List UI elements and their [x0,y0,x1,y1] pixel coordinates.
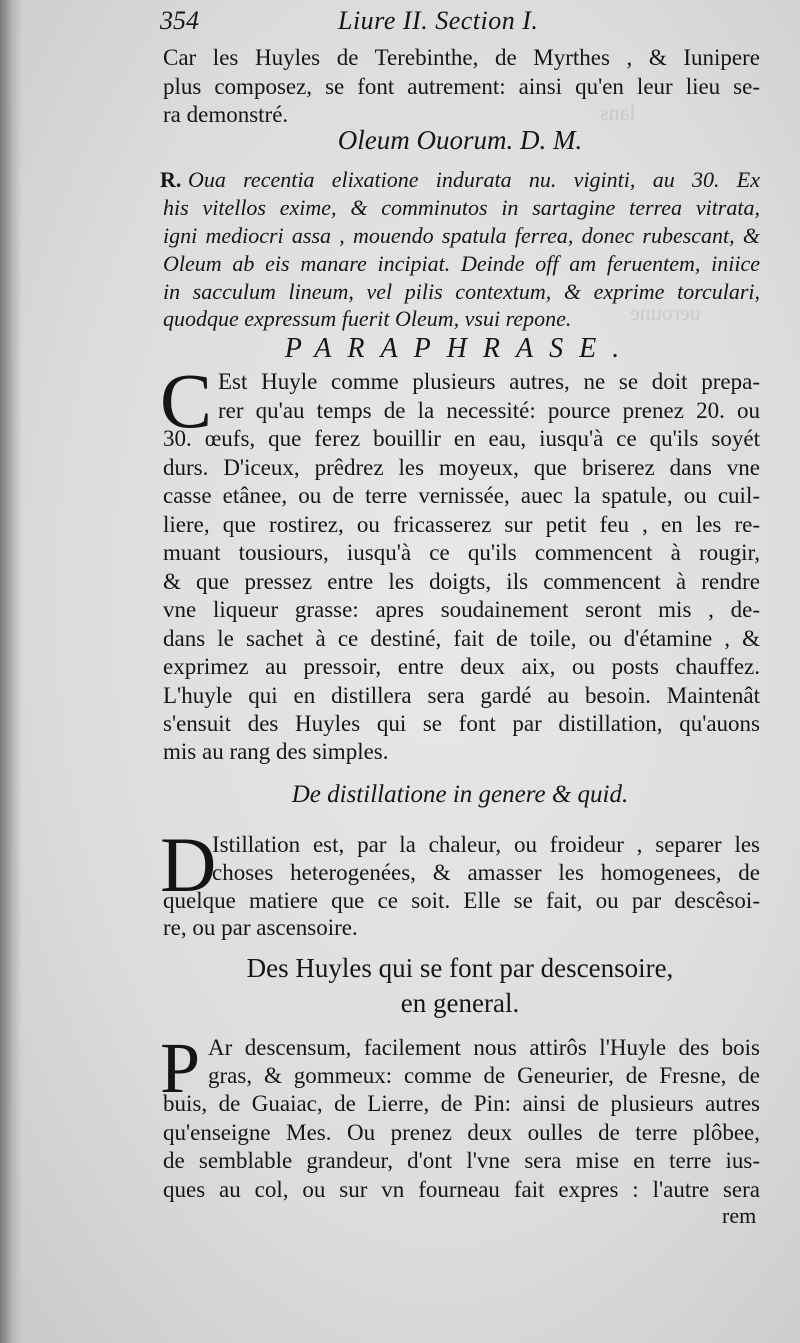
text-line: quelque matiere que ce soit. Elle se fait, ou par descêsoi- [163,888,760,913]
text-line: buis, de Guaiac, de Lierre, de Pin: ainsi de plusieurs autres [163,1091,760,1116]
descensoire-title-line: Des Huyles qui se font par descensoire, [246,953,674,983]
show-through-text: ueroune [630,300,701,325]
text-line: re, ou par ascensoire. [163,915,358,940]
text-line: L'huyle qui en distillera sera gardé au besoin. Maintenât [163,683,760,708]
text-line: Car les Huyles de Terebinthe, de Myrthes , & Iunipere [163,45,760,70]
text-line: muant tousiours, iusqu'à ce qu'ils commencent à rougir, [163,540,760,565]
recipe-line: igni mediocri assa , mouendo spatula ferrea, donec rubescant, & [163,223,760,248]
text-line: de semblable grandeur, d'ont l'vne sera mise en terre ius- [163,1148,760,1173]
recipe-line: quodque expressum fuerit Oleum, vsui repone. [163,306,572,331]
show-through-text: lans [600,100,636,125]
text-line: rer qu'au temps de la necessité: pource prenez 20. ou [218,398,760,423]
distillation-title: De distillatione in genere & quid. [291,781,629,808]
text-line: s'ensuit des Huyles qui se font par distillation, qu'auons [163,711,760,736]
text-line: ra demonstré. [163,102,289,127]
text-line: casse etânee, ou de terre vernissée, auec la spatule, ou cuil- [163,483,760,508]
drop-capital: P [160,1028,201,1108]
recipe-line: his vitellos exime, & comminutos in sartagine terrea vitrata, [163,195,760,220]
text-line: durs. D'iceux, prêdrez les moyeux, que briserez dans vne [163,455,760,480]
drop-capital: D [160,821,217,908]
drop-capital: C [160,357,213,444]
text-line: ques au col, ou sur vn fourneau fait expres : l'autre sera [163,1177,760,1202]
text-line: plus composez, se font autrement: ainsi qu'en leur lieu se- [163,74,760,99]
page-number: 354 [160,6,199,35]
recipe-line: Oleum ab eis manare incipiat. Deinde off am feruentem, iniice [163,251,760,276]
paraphrase-title: PARAPHRASE. [284,333,636,364]
text-line: vne liqueur grasse: apres soudainement seront mis , de- [163,597,760,622]
text-line: mis au rang des simples. [163,739,389,764]
page-header [160,4,760,44]
recipe-line: Oua recentia elixatione indurata nu. viginti, au 30. Ex [188,167,760,192]
text-line: choses heterogenées, & amasser les homogenees, de [212,860,760,885]
text-line: dans le sachet à ce destiné, fait de toile, ou d'étamine , & [163,626,760,651]
text-line: Ar descensum, facilement nous attirôs l'Huyle des bois [208,1035,760,1060]
book-spine-shadow [0,0,22,1343]
running-head: Liure II. Section I. [338,6,539,35]
text-line: & que pressez entre les doigts, ils commencent à rendre [163,569,760,594]
text-line: Istillation est, par la chaleur, ou froideur , separer les [212,832,760,857]
text-line: exprimez au pressoir, entre deux aix, ou posts chauffez. [163,654,760,679]
text-line: Est Huyle comme plusieurs autres, ne se doit prepa- [218,369,760,394]
recipe-symbol: R. [160,167,182,192]
text-line: qu'enseigne Mes. Ou prenez deux oulles de terre plôbee, [163,1120,760,1145]
catchword: rem [722,1203,757,1228]
recipe-line: in sacculum lineum, vel pilis contextum, & exprime torculari, [163,279,760,304]
text-line: liere, que rostirez, ou fricasserez sur petit feu , en les re- [163,512,760,537]
text-line: gras, & gommeux: comme de Geneurier, de Fresne, de [208,1063,760,1088]
descensoire-title-line: en general. [400,988,520,1018]
text-line: 30. œufs, que ferez bouillir en eau, iusqu'à ce qu'ils soyét [163,426,760,451]
recipe-title: Oleum Ouorum. D. M. [337,125,583,155]
